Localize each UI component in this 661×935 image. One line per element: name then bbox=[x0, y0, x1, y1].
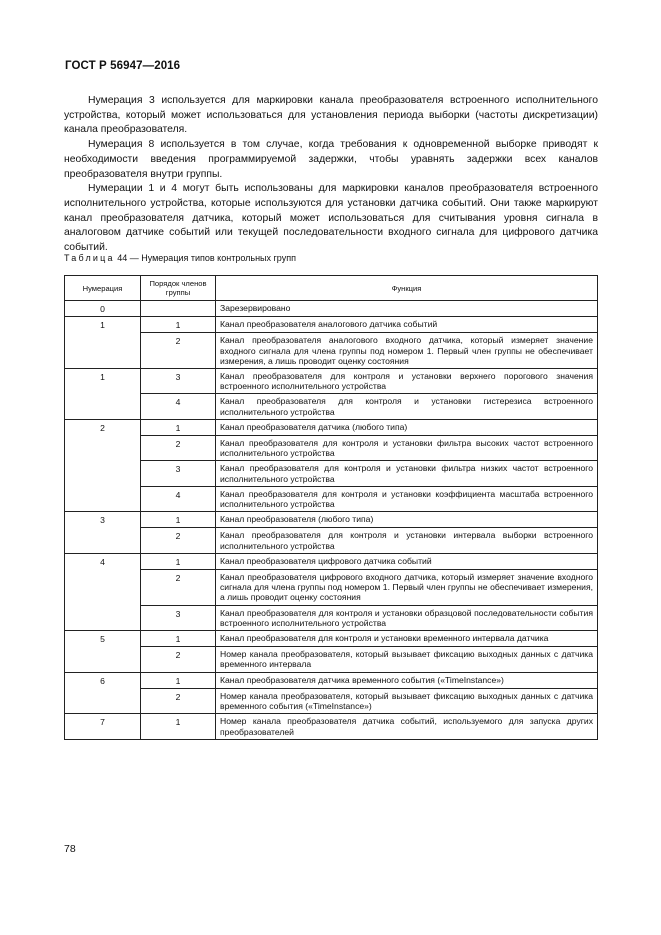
column-header-order: Порядок членов группы bbox=[141, 276, 216, 301]
order-cell: 1 bbox=[141, 512, 216, 528]
paragraph: Нумерация 8 используется в том случае, когда требования к одновременной выборке приводят к необходимости введения программируемой задержки, чтобы уравнять задержки всех каналов преобразователя внутри группы. bbox=[64, 139, 598, 180]
function-cell: Канал преобразователя цифрового входного датчика, который измеряет значение входного сигнала для члена группы под номером 1. Первый член группы не обеспечивает измерения, а лишь проводит оценку состояния bbox=[216, 570, 598, 606]
table-row bbox=[65, 528, 598, 553]
table-row bbox=[65, 631, 598, 647]
body-text bbox=[64, 94, 598, 256]
order-cell: 2 bbox=[141, 333, 216, 369]
order-cell: 1 bbox=[141, 553, 216, 569]
order-cell: 2 bbox=[141, 528, 216, 553]
function-cell: Номер канала преобразователя, который вызывает фиксацию выходных данных с датчика временного события («TimeInstance») bbox=[216, 688, 598, 713]
numbering-cell: 1 bbox=[65, 369, 141, 420]
numbering-cell: 2 bbox=[65, 419, 141, 511]
function-cell: Канал преобразователя датчика (любого типа) bbox=[216, 419, 598, 435]
numbering-cell: 1 bbox=[65, 317, 141, 369]
order-cell: 1 bbox=[141, 672, 216, 688]
document-header: ГОСТ Р 56947—2016 bbox=[65, 60, 181, 72]
numbering-cell: 3 bbox=[65, 512, 141, 554]
function-cell: Канал преобразователя для контроля и установки временного интервала датчика bbox=[216, 631, 598, 647]
order-cell: 2 bbox=[141, 647, 216, 672]
table-row bbox=[65, 317, 598, 333]
order-cell: 1 bbox=[141, 714, 216, 739]
function-cell: Номер канала преобразователя датчика событий, используемого для запуска других преобразователей bbox=[216, 714, 598, 739]
function-cell: Канал преобразователя для контроля и установки интервала выборки встроенного исполнительного устройства bbox=[216, 528, 598, 553]
order-cell: 3 bbox=[141, 461, 216, 486]
table-row bbox=[65, 436, 598, 461]
function-cell: Канал преобразователя для контроля и установки верхнего порогового значения встроенного исполнительного устройства bbox=[216, 369, 598, 394]
table-caption bbox=[64, 253, 296, 263]
function-cell: Зарезервировано bbox=[216, 301, 598, 317]
function-cell: Канал преобразователя (любого типа) bbox=[216, 512, 598, 528]
table-row bbox=[65, 672, 598, 688]
table-row bbox=[65, 570, 598, 606]
table-row bbox=[65, 714, 598, 739]
order-cell: 1 bbox=[141, 631, 216, 647]
order-cell: 2 bbox=[141, 436, 216, 461]
order-cell: 4 bbox=[141, 394, 216, 419]
function-cell: Канал преобразователя аналогового датчика событий bbox=[216, 317, 598, 333]
table-row bbox=[65, 301, 598, 317]
table-row bbox=[65, 369, 598, 394]
function-cell: Канал преобразователя цифрового датчика событий bbox=[216, 553, 598, 569]
function-cell: Канал преобразователя для контроля и установки фильтра низких частот встроенного исполнительного устройства bbox=[216, 461, 598, 486]
function-cell: Канал преобразователя аналогового входного датчика, который измеряет значение входного сигнала для члена группы под номером 1. Первый член группы не обеспечивает измерения, а лишь проводит оценку состояния bbox=[216, 333, 598, 369]
table-row bbox=[65, 553, 598, 569]
table-caption-prefix: Таблица bbox=[64, 253, 115, 263]
function-cell: Канал преобразователя для контроля и установки коэффициента масштаба встроенного исполнительного устройства bbox=[216, 486, 598, 511]
function-cell: Канал преобразователя для контроля и установки гистерезиса встроенного исполнительного устройства bbox=[216, 394, 598, 419]
table-row bbox=[65, 512, 598, 528]
order-cell: 2 bbox=[141, 570, 216, 606]
order-cell bbox=[141, 301, 216, 317]
numbering-cell: 4 bbox=[65, 553, 141, 630]
table-caption-text: 44 — Нумерация типов контрольных групп bbox=[114, 253, 296, 263]
paragraph: Нумерация 3 используется для маркировки канала преобразователя встроенного исполнительного устройства, который может использоваться для установления периода выборки (частоты дискретизации) канала преобразователя. bbox=[64, 95, 598, 136]
function-cell: Канал преобразователя для контроля и установки образцовой последовательности события встроенного исполнительного устройства bbox=[216, 605, 598, 630]
table-row bbox=[65, 333, 598, 369]
numbering-cell: 5 bbox=[65, 631, 141, 673]
paragraph: Нумерации 1 и 4 могут быть использованы для маркировки каналов преобразователя встроенного исполнительного устройства, которые используются для установки датчика событий. Они также маркируют канал преобразователя датчика, который может использоваться для считывания уровня сигнала в аналоговом датчике событий или текущей последовательности входного сигнала для цифрового датчика событий. bbox=[64, 183, 598, 254]
order-cell: 1 bbox=[141, 419, 216, 435]
order-cell: 2 bbox=[141, 688, 216, 713]
numbering-cell: 0 bbox=[65, 301, 141, 317]
page-number: 78 bbox=[64, 843, 76, 855]
order-cell: 4 bbox=[141, 486, 216, 511]
order-cell: 1 bbox=[141, 317, 216, 333]
function-cell: Канал преобразователя для контроля и установки фильтра высоких частот встроенного исполнительного устройства bbox=[216, 436, 598, 461]
function-cell: Номер канала преобразователя, который вызывает фиксацию выходных данных с датчика временного интервала bbox=[216, 647, 598, 672]
table-row bbox=[65, 461, 598, 486]
function-cell: Канал преобразователя датчика временного события («TimeInstance») bbox=[216, 672, 598, 688]
table-row bbox=[65, 647, 598, 672]
table-row bbox=[65, 394, 598, 419]
table-row bbox=[65, 605, 598, 630]
table-header-row bbox=[65, 276, 598, 301]
column-header-function: Функция bbox=[216, 276, 598, 301]
numbering-table bbox=[64, 275, 598, 740]
column-header-numbering: Нумерация bbox=[65, 276, 141, 301]
table-row bbox=[65, 688, 598, 713]
order-cell: 3 bbox=[141, 605, 216, 630]
table-row bbox=[65, 419, 598, 435]
numbering-cell: 7 bbox=[65, 714, 141, 739]
numbering-cell: 6 bbox=[65, 672, 141, 714]
order-cell: 3 bbox=[141, 369, 216, 394]
table-row bbox=[65, 486, 598, 511]
